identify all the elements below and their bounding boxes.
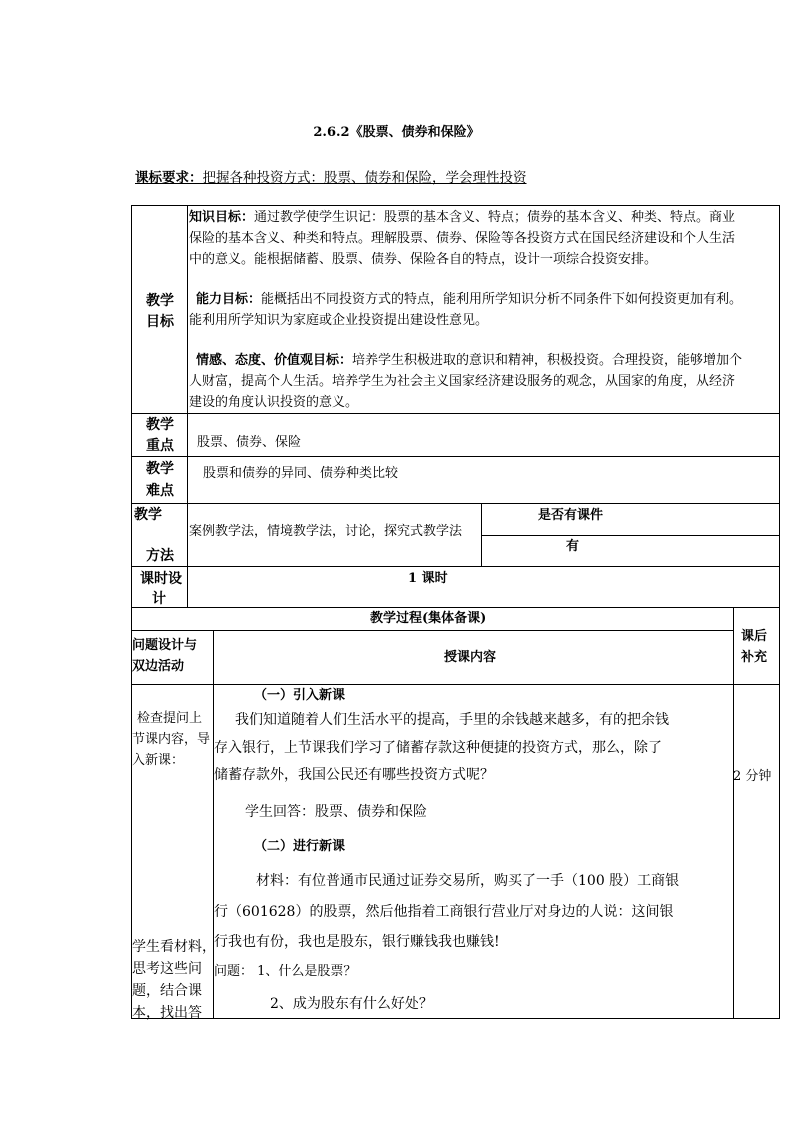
methods-text: 案例教学法，情境教学法，讨论，探究式教学法 bbox=[189, 524, 463, 539]
intro-heading: （一）引入新课 bbox=[254, 688, 346, 703]
emotion-objective-line-1: 情感、态度、价值观目标：培养学生积极进取的意识和精神，积极投资。合理投资，能够增加个 bbox=[196, 353, 743, 368]
label-column-divider bbox=[187, 205, 188, 607]
requirement-label: 课标要求： bbox=[135, 170, 203, 186]
courseware-answer: 有 bbox=[566, 539, 580, 554]
curriculum-requirement bbox=[135, 166, 527, 186]
new-lesson-heading: （二）进行新课 bbox=[254, 839, 346, 854]
courseware-divider bbox=[481, 535, 780, 536]
material-line-3: 行我也有份，我也是股东，银行赚钱我也赚钱! bbox=[214, 934, 500, 950]
knowledge-objective-line-3: 中的意义。能根据储蓄、股票、债券、保险各自的特点，设计一项综合投资安排。 bbox=[189, 252, 658, 267]
methods-label-1: 教学 bbox=[134, 507, 162, 523]
row-divider bbox=[131, 413, 780, 414]
difficulties-label-1: 教学 bbox=[146, 461, 174, 477]
knowledge-objective-line-1: 知识目标：通过教学使学生识记：股票的基本含义、特点；债券的基本含义、种类、特点。商业 bbox=[189, 210, 736, 225]
process-right-column-divider bbox=[733, 607, 734, 1018]
emotion-objective-label: 情感、态度、价值观目标： bbox=[196, 353, 353, 368]
process-col3-label-2: 补充 bbox=[741, 650, 768, 665]
table-border-right bbox=[779, 205, 780, 1019]
hours-value: 1 课时 bbox=[408, 571, 448, 586]
question-2: 2、成为股东有什么好处？ bbox=[270, 996, 433, 1012]
document-title: 2.6.2《股票、债券和保险》 bbox=[313, 125, 480, 140]
process-col1-label-2: 双边活动 bbox=[132, 659, 185, 674]
process-col2-label: 授课内容 bbox=[444, 650, 497, 665]
left-activity-b-line-1: 学生看材料， bbox=[132, 939, 216, 955]
key-points-text: 股票、债券、保险 bbox=[197, 435, 302, 450]
objectives-label-1: 教学 bbox=[146, 293, 174, 309]
knowledge-objective-label: 知识目标： bbox=[189, 210, 255, 225]
row-divider bbox=[131, 607, 780, 608]
hours-label-2: 计 bbox=[152, 591, 166, 607]
question-1: 问题： 1、什么是股票？ bbox=[214, 964, 357, 979]
hours-label-1: 课时设 bbox=[140, 571, 182, 587]
table-border-top bbox=[131, 205, 780, 206]
left-activity-b-line-4: 本，找出答 bbox=[132, 1005, 202, 1021]
difficulties-text: 股票和债券的异同、债券种类比较 bbox=[203, 466, 399, 481]
table-border-bottom bbox=[131, 1018, 780, 1019]
left-activity-b-line-2: 思考这些问 bbox=[132, 961, 202, 977]
process-subheader-divider bbox=[131, 684, 780, 685]
ability-objective-line-2: 能利用所学知识为家庭或企业投资提出建设性意见。 bbox=[189, 313, 489, 328]
student-answer: 学生回答：股票、债券和保险 bbox=[245, 804, 427, 820]
ability-objective-line-1: 能力目标：能概括出不同投资方式的特点，能利用所学知识分析不同条件下如何投资更加有利。 bbox=[196, 292, 743, 307]
left-activity-b-line-3: 题，结合课 bbox=[132, 983, 202, 999]
row-divider bbox=[131, 456, 780, 457]
courseware-question: 是否有课件 bbox=[538, 508, 604, 523]
process-header: 教学过程(集体备课) bbox=[370, 611, 487, 626]
key-points-label-2: 重点 bbox=[146, 438, 174, 454]
row-divider bbox=[131, 566, 780, 567]
emotion-objective-line-3: 建设的角度认识投资的意义。 bbox=[189, 395, 359, 410]
process-header-divider bbox=[131, 630, 733, 631]
emotion-objective-line-2: 人财富，提高个人生活。培养学生为社会主义国家经济建设服务的观念，从国家的角度，从经济 bbox=[189, 374, 736, 389]
requirement-text: 把握各种投资方式：股票、债券和保险，学会理性投资 bbox=[202, 170, 527, 186]
key-points-label-1: 教学 bbox=[146, 417, 174, 433]
methods-label-2: 方法 bbox=[146, 548, 174, 564]
left-activity-a-line-3: 入新课： bbox=[132, 753, 185, 768]
row-divider bbox=[131, 503, 780, 504]
objectives-label-2: 目标 bbox=[146, 314, 174, 330]
intro-line-2: 存入银行，上节课我们学习了储蓄存款这种便捷的投资方式，那么，除了 bbox=[214, 740, 662, 756]
table-border-left bbox=[131, 205, 132, 1019]
left-activity-a-line-2: 节课内容，导 bbox=[132, 732, 211, 747]
material-line-2: 行（601628）的股票，然后他指着工商银行营业厅对身边的人说：这间银 bbox=[214, 904, 674, 920]
difficulties-label-2: 难点 bbox=[146, 483, 174, 499]
intro-line-3: 储蓄存款外，我国公民还有哪些投资方式呢？ bbox=[214, 767, 494, 783]
process-col3-label-1: 课后 bbox=[741, 629, 768, 644]
time-note: 2 分钟 bbox=[733, 769, 772, 784]
left-activity-a-line-1: 检查提问上 bbox=[137, 711, 203, 726]
process-left-column-divider bbox=[213, 630, 214, 1018]
intro-line-1: 我们知道随着人们生活水平的提高，手里的余钱越来越多，有的把余钱 bbox=[235, 712, 669, 728]
process-col1-label-1: 问题设计与 bbox=[132, 638, 198, 653]
knowledge-objective-line-2: 保险的基本含义、种类和特点。理解股票、债券、保险等各投资方式在国民经济建设和个人生活 bbox=[189, 231, 736, 246]
ability-objective-label: 能力目标： bbox=[196, 292, 262, 307]
material-line-1: 材料：有位普通市民通过证券交易所，购买了一手（100 股）工商银 bbox=[256, 873, 680, 889]
